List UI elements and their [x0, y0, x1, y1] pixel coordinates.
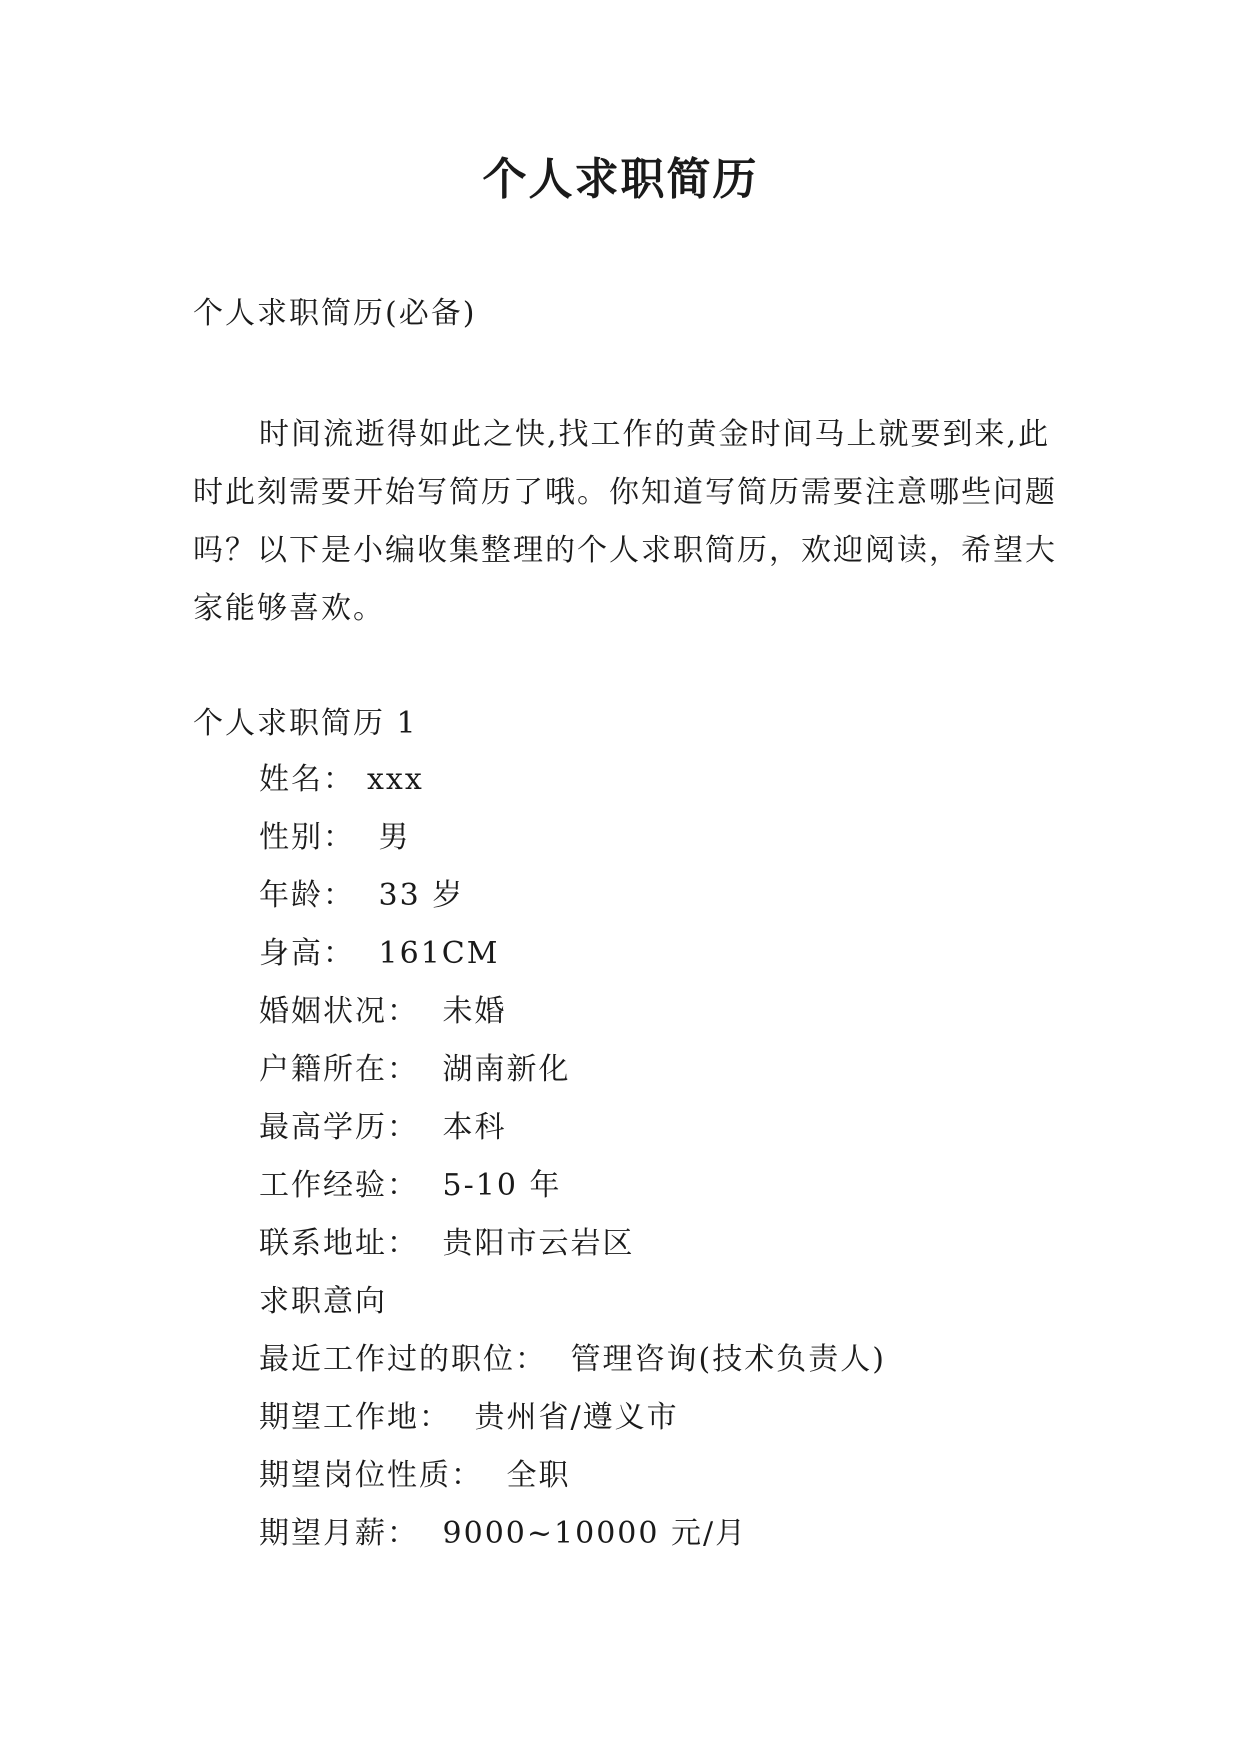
field-marital-status	[259, 988, 886, 1046]
field-value: xxx	[367, 762, 424, 797]
field-label: 年龄：	[259, 878, 355, 913]
field-value: 全职	[495, 1458, 571, 1493]
section-heading: 个人求职简历 1	[193, 706, 418, 741]
field-label: 最近工作过的职位：	[259, 1342, 547, 1377]
field-job-intention	[259, 1278, 886, 1336]
field-label: 姓名：	[259, 762, 355, 797]
field-age	[259, 872, 886, 930]
field-label: 工作经验：	[259, 1168, 419, 1203]
field-expected-job-type	[259, 1452, 886, 1510]
field-label: 期望岗位性质：	[259, 1458, 483, 1493]
document-title: 个人求职简历	[482, 154, 759, 205]
field-expected-location	[259, 1394, 886, 1452]
field-label: 联系地址：	[259, 1226, 419, 1261]
field-label: 期望月薪：	[259, 1516, 419, 1551]
field-label: 期望工作地：	[259, 1400, 451, 1435]
field-recent-position	[259, 1336, 886, 1394]
field-value: 本科	[431, 1110, 507, 1145]
field-value: 男	[367, 820, 411, 855]
field-label: 户籍所在：	[259, 1052, 419, 1087]
field-label: 婚姻状况：	[259, 994, 419, 1029]
field-value: 贵阳市云岩区	[431, 1226, 635, 1261]
field-value: 33 岁	[367, 878, 465, 913]
field-name	[259, 756, 886, 814]
field-value: 9000~10000 元/月	[431, 1516, 748, 1551]
field-label: 最高学历：	[259, 1110, 419, 1145]
field-value: 161CM	[367, 936, 500, 971]
field-value: 未婚	[431, 994, 507, 1029]
field-work-experience	[259, 1162, 886, 1220]
field-expected-salary	[259, 1510, 886, 1568]
field-value: 管理咨询(技术负责人)	[559, 1342, 886, 1377]
field-gender	[259, 814, 886, 872]
field-label: 求职意向	[259, 1284, 387, 1319]
intro-paragraph: 时间流逝得如此之快,找工作的黄金时间马上就要到来,此时此刻需要开始写简历了哦。你知道写简历需要注意哪些问题吗？以下是小编收集整理的个人求职简历，欢迎阅读，希望大家能够喜欢。	[193, 417, 1057, 626]
field-label: 性别：	[259, 820, 355, 855]
resume-field-list	[259, 756, 886, 1568]
field-education	[259, 1104, 886, 1162]
field-value: 湖南新化	[431, 1052, 571, 1087]
field-label: 身高：	[259, 936, 355, 971]
field-value: 5-10 年	[431, 1168, 562, 1203]
field-household-registration	[259, 1046, 886, 1104]
field-contact-address	[259, 1220, 886, 1278]
field-value: 贵州省/遵义市	[463, 1400, 679, 1435]
document-subtitle: 个人求职简历(必备)	[193, 296, 477, 331]
field-height	[259, 930, 886, 988]
